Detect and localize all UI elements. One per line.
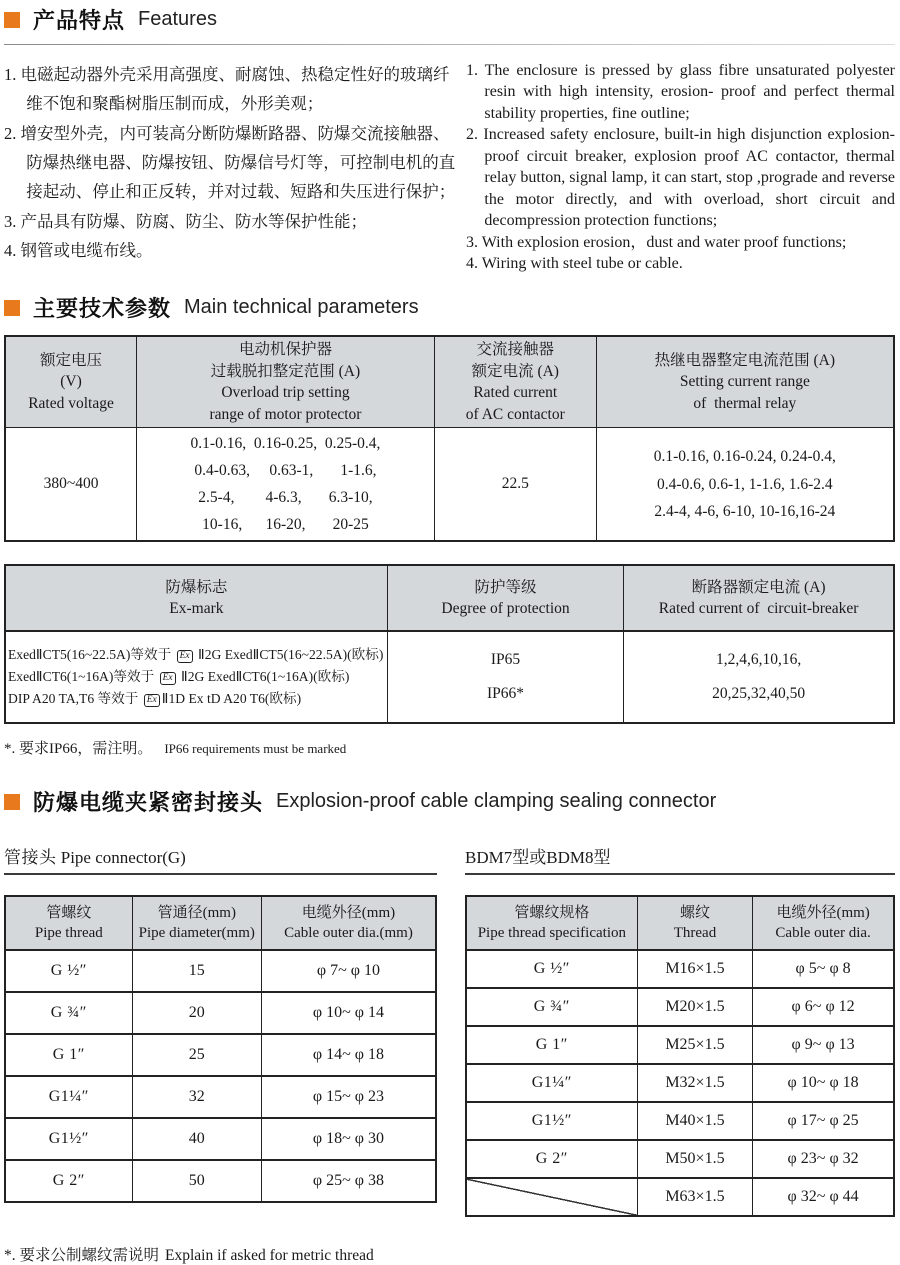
table-cell: G1½″ (466, 1102, 637, 1140)
metric-thread-footnote (4, 1243, 895, 1265)
text-line: Cable outer dia.(mm) (284, 925, 413, 942)
pipe-table-block (4, 895, 437, 1203)
text-line: Cable outer dia. (775, 925, 871, 942)
text-line: 0.4-0.63, 0.63-1, 1-1.6, (194, 462, 377, 479)
text-line: 热继电器整定电流范围 (A) (654, 352, 836, 370)
table-body (5, 631, 894, 723)
table-cell: M50×1.5 (637, 1140, 753, 1178)
bdm-table-block (465, 895, 895, 1217)
ac-contactor-cell: 22.5 (434, 427, 596, 541)
header-pipe-diameter (132, 896, 261, 950)
table-cell: φ 23~ φ 32 (753, 1140, 894, 1178)
text-line: 断路器额定电流 (A) (691, 579, 826, 596)
atex-ex-icon: Ex (144, 694, 160, 707)
table-header (5, 896, 436, 950)
text-line: Degree of protection (441, 600, 570, 618)
text-line: Ex-mark (169, 600, 224, 618)
table-header-row (466, 896, 894, 950)
table-cell: G 2″ (466, 1140, 637, 1178)
pipe-connector-caption (4, 843, 437, 875)
text-line: (V) (60, 373, 82, 391)
table-cell (466, 1178, 637, 1216)
table-cell: G 1″ (466, 1026, 637, 1064)
text-line: 防爆标志 (165, 579, 228, 596)
table-cell: G ½″ (5, 950, 132, 992)
section-title-en: Main technical parameters (184, 296, 419, 319)
table-row (466, 1140, 894, 1178)
table-cell: M20×1.5 (637, 988, 753, 1026)
text-line: Pipe diameter(mm) (138, 925, 255, 942)
text-line: 交流接触器 (476, 341, 555, 359)
table-cell: φ 18~ φ 30 (261, 1118, 436, 1160)
ex-mark-text: ExedⅡCT5(16~22.5A)等效于 (8, 647, 175, 663)
table-header-row (5, 565, 894, 631)
text-line: Pipe thread specification (477, 925, 626, 942)
section-marker-icon (4, 794, 20, 810)
text-line: 电缆外径(mm) (776, 904, 870, 921)
table-cell: 25 (132, 1034, 261, 1076)
features-list-chinese (4, 60, 456, 274)
text-line: 20,25,32,40,50 (712, 685, 806, 703)
table-header (5, 565, 894, 631)
text-line: 电缆外径(mm) (301, 904, 396, 921)
table-row (466, 1178, 894, 1216)
table-cell: φ 5~ φ 8 (753, 950, 894, 988)
table-cell: φ 32~ φ 44 (753, 1178, 894, 1216)
footnote-cn: *. 要求公制螺纹需说明 (4, 1247, 160, 1265)
thermal-relay-cell (596, 427, 894, 541)
list-item: 4. Wiring with steel tube or cable. (466, 254, 683, 272)
list-item: 2. Increased safety enclosure, built-in high disjunction explosion-proof circuit breaker, explosion proof AC contactor, thermal relay button, signal lamp, it can start, stop ,prograde and reverse the motor directly, and with overload, short circuit and decompression protection functions; (466, 126, 895, 230)
table-row (5, 950, 436, 992)
text-line: 管螺纹规格 (514, 904, 590, 921)
table-captions-row (4, 843, 895, 875)
ex-mark-table (4, 564, 895, 724)
table-cell: G ¾″ (5, 992, 132, 1034)
text-line: 0.1-0.16, 0.16-0.25, 0.25-0.4, (190, 434, 381, 452)
table-row (5, 427, 894, 541)
table-cell: G ½″ (466, 950, 637, 988)
header-thread (637, 896, 753, 950)
text-line: Pipe thread (34, 925, 103, 942)
text-line: 1,2,4,6,10,16, (715, 650, 802, 668)
ex-mark-line (8, 666, 385, 688)
header-ex-mark (5, 565, 387, 631)
footnote-en: Explain if asked for metric thread (165, 1247, 374, 1265)
section-title-en: Explosion-proof cable clamping sealing connector (276, 790, 717, 813)
table-row (466, 988, 894, 1026)
ex-mark-text: DIP A20 TA,T6 等效于 (8, 691, 142, 707)
rated-voltage-cell: 380~400 (5, 427, 137, 541)
list-item: 2. 增安型外壳，内可装高分断防爆断路器、防爆交流接触器、防爆热继电器、防爆按钮、防爆信号灯等，可控制电机的直接起动、停止和正反转，并对过载、短路和失压进行保护； (4, 123, 456, 202)
text-line: Setting current range (679, 373, 810, 391)
header-cable-outer-dia (753, 896, 894, 950)
table-header-row (5, 896, 436, 950)
header-breaker-current (624, 565, 894, 631)
table-cell: 40 (132, 1118, 261, 1160)
header-ac-contactor (434, 336, 596, 427)
list-item: 4. 钢管或电缆布线。 (4, 241, 153, 261)
table-cell: G ¾″ (466, 988, 637, 1026)
text-line: 管通径(mm) (157, 904, 236, 921)
table-cell: φ 14~ φ 18 (261, 1034, 436, 1076)
header-rated-voltage (5, 336, 137, 427)
ex-mark-text: ExedⅡCT6(1~16A)等效于 (8, 669, 158, 685)
text-line: 0.4-0.6, 0.6-1, 1-1.6, 1.6-2.4 (657, 475, 833, 493)
table-row (5, 1076, 436, 1118)
text-line: Rated current of circuit-breaker (658, 600, 859, 618)
header-pipe-thread-spec (466, 896, 637, 950)
table-header (5, 336, 894, 427)
table-body (5, 427, 894, 541)
atex-ex-icon: Ex (160, 672, 176, 685)
table-header-row (5, 336, 894, 427)
table-row (466, 1102, 894, 1140)
features-list-english (456, 60, 895, 274)
section-marker-icon (4, 12, 20, 28)
table-cell: φ 10~ φ 18 (753, 1064, 894, 1102)
pipe-connector-table (4, 895, 437, 1203)
ex-mark-line (8, 688, 385, 710)
text-line: Rated current (473, 384, 558, 402)
section-title-cn: 产品特点 (33, 8, 126, 33)
table-header (466, 896, 894, 950)
section-connector (4, 786, 895, 1265)
text-line: IP65 (490, 650, 521, 668)
table-row (5, 1160, 436, 1202)
text-line: Rated voltage (28, 394, 114, 412)
text-line: 2.4-4, 4-6, 6-10, 10-16,16-24 (654, 502, 836, 520)
header-cable-outer-dia (261, 896, 436, 950)
table-row (5, 1034, 436, 1076)
section-divider (4, 44, 895, 45)
text-line: 额定电压 (40, 352, 103, 370)
table-cell: M63×1.5 (637, 1178, 753, 1216)
table-cell: M25×1.5 (637, 1026, 753, 1064)
table-cell: φ 15~ φ 23 (261, 1076, 436, 1118)
overload-trip-cell (137, 427, 435, 541)
text-line: 螺纹 (679, 904, 710, 921)
bdm-caption: BDM7型或BDM8型 (465, 843, 895, 875)
table-cell: φ 6~ φ 12 (753, 988, 894, 1026)
table-row (5, 631, 894, 723)
section-marker-icon (4, 300, 20, 316)
text-line: 管螺纹 (46, 904, 92, 921)
section-header-parameters (4, 292, 895, 323)
text-line: 过载脱扣整定范围 (A) (210, 362, 361, 380)
ex-mark-text: Ⅱ2G ExedⅡCT6(1~16A)(欧标) (177, 669, 350, 685)
table-cell: 20 (132, 992, 261, 1034)
list-item: 3. With explosion erosion，dust and water proof functions; (466, 233, 847, 251)
main-parameters-table (4, 335, 895, 542)
section-features (4, 4, 895, 274)
table-cell: G 2″ (5, 1160, 132, 1202)
list-item: 1. The enclosure is pressed by glass fibre unsaturated polyester resin with high intensity, erosion- proof and perfect thermal stability properties, fine outline; (466, 62, 895, 122)
table-cell: G1½″ (5, 1118, 132, 1160)
table-cell: φ 10~ φ 14 (261, 992, 436, 1034)
ex-mark-line (8, 644, 385, 666)
text-line: of AC contactor (465, 405, 565, 423)
table-cell: φ 7~ φ 10 (261, 950, 436, 992)
section-title-en: Features (138, 8, 217, 30)
text-line: Overload trip setting (221, 384, 350, 402)
table-cell: G 1″ (5, 1034, 132, 1076)
table-row (5, 1118, 436, 1160)
section-title-cn: 主要技术参数 (33, 296, 172, 322)
pipe-tables-row (4, 895, 895, 1217)
atex-ex-icon: Ex (177, 650, 193, 663)
table-cell: φ 25~ φ 38 (261, 1160, 436, 1202)
ex-mark-text: Ⅱ2G ExedⅡCT5(16~22.5A)(欧标) (194, 647, 384, 663)
table-cell: M32×1.5 (637, 1064, 753, 1102)
table-row (5, 992, 436, 1034)
table-cell: φ 9~ φ 13 (753, 1026, 894, 1064)
text-line: 防护等级 (474, 579, 537, 596)
footnote-cn: *. 要求IP66，需注明。 (4, 741, 153, 758)
table-cell: 50 (132, 1160, 261, 1202)
section-header-features (4, 4, 895, 35)
section-title-cn: 防爆电缆夹紧密封接头 (33, 790, 264, 816)
header-degree-protection (387, 565, 623, 631)
bdm-table (465, 895, 895, 1217)
caption-cn: 管接头 (4, 848, 57, 868)
section-parameters (4, 292, 895, 758)
table-cell: M16×1.5 (637, 950, 753, 988)
table-cell: G1¼″ (5, 1076, 132, 1118)
features-columns (4, 60, 895, 274)
table-cell: M40×1.5 (637, 1102, 753, 1140)
text-line: range of motor protector (209, 405, 362, 423)
header-thermal-relay (596, 336, 894, 427)
list-item: 3. 产品具有防爆、防腐、防尘、防水等保护性能； (4, 211, 367, 231)
text-line: IP66* (486, 685, 525, 703)
ex-mark-cell (5, 631, 387, 723)
table-body (466, 950, 894, 1216)
table-row (466, 1064, 894, 1102)
text-line: 10-16, 16-20, 20-25 (202, 516, 369, 534)
footnote-en: IP66 requirements must be marked (164, 741, 347, 757)
caption-en: Pipe connector(G) (56, 848, 186, 868)
text-line: 额定电流 (A) (471, 362, 559, 380)
table-cell: φ 17~ φ 25 (753, 1102, 894, 1140)
table-cell: 32 (132, 1076, 261, 1118)
section-header-connector (4, 786, 895, 817)
table-row (466, 1026, 894, 1064)
text-line: Thread (673, 925, 717, 942)
ip66-footnote (4, 737, 895, 758)
table-cell: G1¼″ (466, 1064, 637, 1102)
ex-mark-text: Ⅱ1D Ex tD A20 T6(欧标) (161, 691, 302, 707)
text-line: of thermal relay (693, 394, 797, 412)
text-line: 电动机保护器 (238, 341, 332, 359)
header-overload-trip (137, 336, 435, 427)
list-item: 1. 电磁起动器外壳采用高强度、耐腐蚀、热稳定性好的玻璃纤维不饱和聚酯树脂压制而成，外形美观； (4, 65, 450, 114)
table-body (5, 950, 436, 1202)
header-pipe-thread (5, 896, 132, 950)
text-line: 2.5-4, 4-6.3, 6.3-10, (198, 489, 373, 507)
breaker-current-cell (624, 631, 894, 723)
table-cell: 15 (132, 950, 261, 992)
protection-cell (387, 631, 623, 723)
table-row (466, 950, 894, 988)
text-line: 0.1-0.16, 0.16-0.24, 0.24-0.4, (653, 448, 836, 466)
